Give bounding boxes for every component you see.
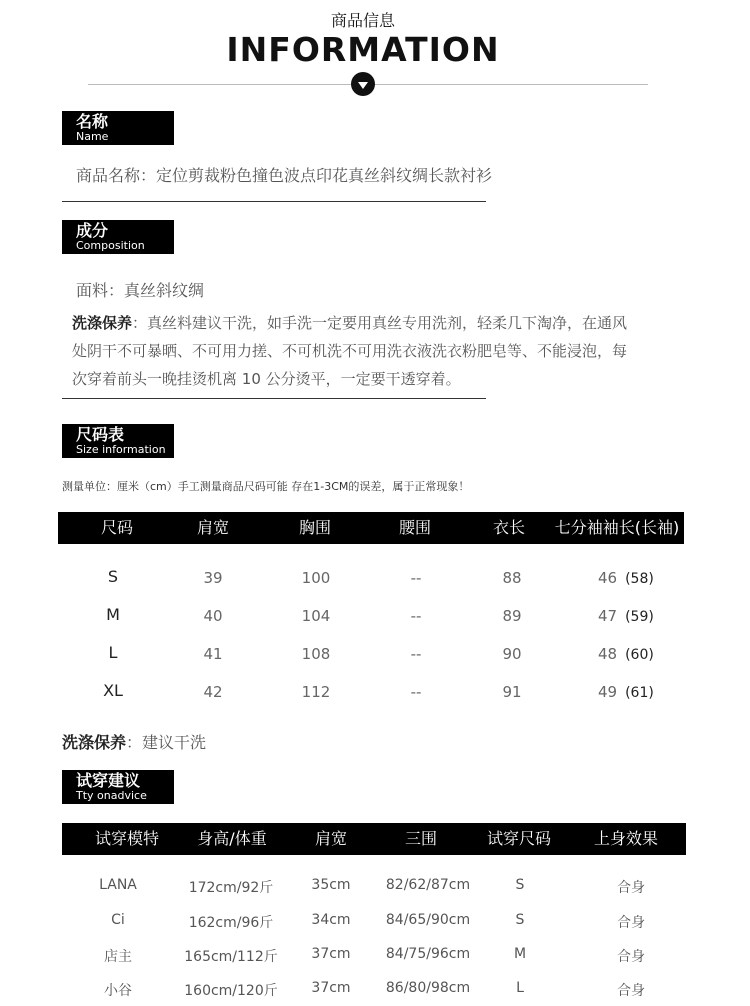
length-cell: 91 — [502, 683, 522, 701]
size-cell: XL — [103, 681, 123, 700]
product-name-value: 定位剪裁粉色撞色波点印花真丝斜纹绸长款衬衫 — [156, 166, 493, 185]
section-tag-subtitle: Composition — [76, 239, 145, 252]
fit-cell: 合身 — [617, 983, 645, 999]
sleeve-cell — [598, 683, 654, 701]
section-divider — [62, 398, 486, 399]
wash-care-line: 处阴干不可暴晒、不可用力搓、不可机洗不可用洗衣液洗衣粉肥皂等、不能浸泡，每 — [72, 342, 628, 360]
try-size-cell: S — [515, 877, 525, 893]
sleeve-cell — [598, 569, 654, 587]
waist-cell: -- — [410, 569, 422, 587]
measurements-cell: 84/65/90cm — [385, 912, 471, 928]
shoulder-cell: 39 — [203, 569, 223, 587]
wash-care-paragraph — [72, 309, 692, 393]
section-tag-title: 名称 — [76, 112, 109, 131]
chest-cell: 108 — [301, 645, 331, 663]
section-tag-title: 试穿建议 — [76, 771, 141, 790]
sleeve-value: 49 — [598, 683, 618, 701]
size-col-header: 衣长 — [492, 518, 525, 537]
waist-cell: -- — [410, 645, 422, 663]
product-name-label: 商品名称： — [76, 166, 157, 185]
product-name-line — [76, 163, 492, 186]
chest-cell: 100 — [301, 569, 331, 587]
size-cell: S — [107, 567, 119, 586]
length-cell: 88 — [502, 569, 522, 587]
section-tag-size — [62, 424, 174, 458]
size-cell: M — [106, 605, 120, 624]
sleeve-cell — [598, 607, 654, 625]
fabric-value: 真丝斜纹绸 — [124, 281, 205, 300]
shoulder-cell: 34cm — [311, 912, 351, 928]
section-tag-name — [62, 111, 174, 145]
section-tag-subtitle: Tty onadvice — [76, 789, 147, 802]
fit-cell: 合身 — [617, 915, 645, 931]
header-subtitle: 商品信息 — [330, 11, 395, 30]
chest-cell: 112 — [301, 683, 331, 701]
waist-cell: -- — [410, 683, 422, 701]
model-cell: 店主 — [104, 949, 132, 965]
waist-cell: -- — [410, 607, 422, 625]
try-col-header: 试穿尺码 — [486, 829, 551, 848]
wash-care-label: 洗涤保养 — [72, 314, 133, 332]
section-tag-subtitle: Name — [76, 130, 109, 143]
section-tag-title: 尺码表 — [76, 425, 125, 444]
sleeve-value: 47 — [598, 607, 618, 625]
model-cell: 小谷 — [104, 983, 132, 999]
shoulder-cell: 42 — [203, 683, 223, 701]
sleeve-long-value: (59) — [625, 609, 654, 625]
model-cell: Ci — [111, 912, 125, 928]
height-weight-cell: 162cm/96斤 — [188, 915, 274, 931]
try-col-header: 试穿模特 — [94, 829, 159, 848]
shoulder-cell: 35cm — [311, 877, 351, 893]
try-table-header — [62, 823, 686, 855]
size-col-header: 七分袖袖长(长袖) — [554, 518, 680, 537]
try-size-cell: S — [515, 912, 525, 928]
model-cell: LANA — [99, 877, 137, 893]
size-col-header: 尺码 — [100, 518, 133, 537]
measurement-note: 测量单位：厘米（cm）手工测量商品尺码可能 存在1-3CM的误差，属于正常现象！ — [62, 480, 470, 493]
sleeve-value: 46 — [598, 569, 618, 587]
try-size-cell: M — [513, 946, 527, 962]
chest-cell: 104 — [301, 607, 331, 625]
size-col-header: 肩宽 — [196, 518, 229, 537]
try-col-header: 三围 — [404, 829, 437, 848]
wash-care-line: 次穿着前头一晚挂烫机离 10 公分烫平，一定要干透穿着。 — [72, 370, 461, 388]
section-tag-try-on — [62, 770, 174, 804]
size-cell: L — [108, 643, 118, 662]
section-divider — [62, 201, 486, 202]
wash-care-line: ：真丝料建议干洗，如手洗一定要用真丝专用洗剂，轻柔几下淘净，在通风 — [132, 314, 628, 332]
height-weight-cell: 160cm/120斤 — [184, 983, 278, 999]
sleeve-value: 48 — [598, 645, 618, 663]
size-col-header: 胸围 — [298, 518, 331, 537]
sleeve-long-value: (61) — [625, 685, 654, 701]
height-weight-cell: 165cm/112斤 — [184, 949, 278, 965]
measurements-cell: 82/62/87cm — [385, 877, 471, 893]
fabric-line — [76, 278, 204, 301]
size-col-header: 腰围 — [398, 518, 431, 537]
sleeve-cell — [598, 645, 654, 663]
try-col-header: 身高/体重 — [197, 829, 267, 848]
fabric-label: 面料： — [76, 281, 125, 300]
page-title: INFORMATION — [226, 30, 500, 69]
length-cell: 89 — [502, 607, 522, 625]
measurements-cell: 86/80/98cm — [385, 980, 471, 996]
height-weight-cell: 172cm/92斤 — [188, 880, 274, 896]
shoulder-cell: 41 — [203, 645, 223, 663]
shoulder-cell: 40 — [203, 607, 223, 625]
wash-care-value: ：建议干洗 — [126, 733, 207, 752]
wash-care-label: 洗涤保养 — [62, 733, 127, 752]
section-tag-subtitle: Size information — [76, 443, 166, 456]
section-tag-title: 成分 — [76, 221, 109, 240]
down-arrow-icon — [351, 72, 375, 96]
try-col-header: 上身效果 — [593, 829, 658, 848]
section-tag-composition — [62, 220, 174, 254]
fit-cell: 合身 — [617, 949, 645, 965]
shoulder-cell: 37cm — [311, 980, 351, 996]
wash-care-summary — [62, 730, 206, 753]
size-table-header — [58, 512, 684, 544]
try-col-header: 肩宽 — [314, 829, 347, 848]
try-size-cell: L — [516, 980, 524, 996]
sleeve-long-value: (60) — [625, 647, 654, 663]
length-cell: 90 — [502, 645, 522, 663]
fit-cell: 合身 — [617, 880, 645, 896]
sleeve-long-value: (58) — [625, 571, 654, 587]
shoulder-cell: 37cm — [311, 946, 351, 962]
measurements-cell: 84/75/96cm — [385, 946, 471, 962]
